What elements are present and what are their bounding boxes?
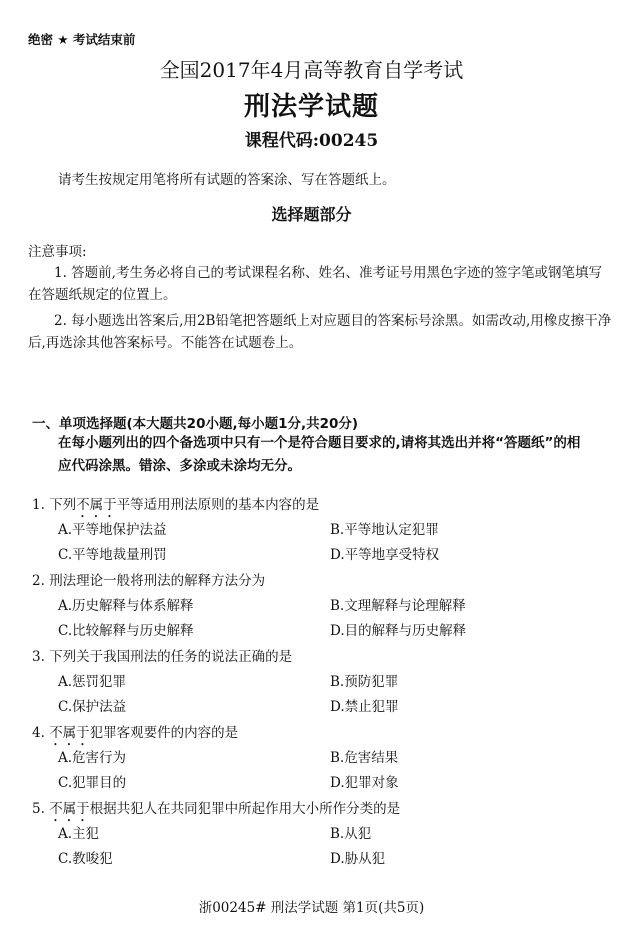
question-5-option-a: A.主犯: [58, 826, 100, 842]
question-3-stem: 3. 下列关于我国刑法的任务的说法正确的是: [32, 649, 293, 665]
question-number: 2.: [32, 573, 45, 589]
question-number: 4.: [32, 725, 45, 741]
answer-instruction: 请考生按规定用笔将所有试题的答案涂、写在答题纸上。: [58, 172, 396, 188]
exam-title: 全国2017年4月高等教育自学考试: [159, 58, 464, 82]
question-2-option-c: C.比较解释与历史解释: [58, 623, 194, 639]
question-2-option-b: B.文理解释与论理解释: [330, 598, 466, 614]
course-code: 课程代码:00245: [244, 131, 379, 151]
notice-title: 注意事项:: [28, 244, 87, 260]
confidential-mark: 绝密 ★ 考试结束前: [28, 32, 136, 47]
question-5-option-c: C.教唆犯: [58, 851, 113, 867]
question-4-option-d: D.犯罪对象: [330, 775, 399, 791]
subject-title: 刑法学试题: [243, 92, 379, 122]
emphasis-text: 不属于: [49, 725, 90, 741]
question-1-option-a: A.平等地保护法益: [58, 522, 167, 538]
question-4-option-b: B.危害结果: [330, 750, 399, 766]
question-number: 3.: [32, 649, 45, 665]
question-5-option-d: D.胁从犯: [330, 851, 386, 867]
question-5-stem: 5. 不属于根据共犯人在共同犯罪中所起作用大小所作分类的是: [32, 801, 401, 817]
emphasis-text: 不属于: [49, 801, 90, 817]
emphasis-text: 不属于: [76, 497, 117, 513]
question-1-option-b: B.平等地认定犯罪: [330, 522, 439, 538]
question-3-option-a: A.惩罚犯罪: [58, 674, 127, 690]
question-3-option-b: B.预防犯罪: [330, 674, 399, 690]
question-4-option-a: A.危害行为: [58, 750, 127, 766]
question-2-option-a: A.历史解释与体系解释: [58, 598, 194, 614]
question-4-option-c: C.犯罪目的: [58, 775, 127, 791]
notice-item-1: 1. 答题前,考生务必将自己的考试课程名称、姓名、准考证号用黑色字迹的签字笔或钢笔填写在答题纸规定的位置上。: [28, 265, 602, 303]
question-number: 5.: [32, 801, 45, 817]
section-description: 在每小题列出的四个备选项中只有一个是符合题目要求的,请将其选出并将“答题纸”的相应代码涂黑。错涂、多涂或未涂均无分。: [58, 435, 581, 474]
page-footer: 浙00245# 刑法学试题 第1页(共5页): [198, 900, 425, 916]
question-1-option-c: C.平等地裁量刑罚: [58, 547, 167, 563]
question-2-option-d: D.目的解释与历史解释: [330, 623, 467, 639]
question-2-stem: 2. 刑法理论一般将刑法的解释方法分为: [32, 573, 266, 589]
question-1-stem: 1. 下列不属于平等适用刑法原则的基本内容的是: [32, 497, 320, 513]
question-1-option-d: D.平等地享受特权: [330, 547, 440, 563]
part-title: 选择题部分: [271, 205, 352, 224]
question-3-option-d: D.禁止犯罪: [330, 699, 399, 715]
question-5-option-b: B.从犯: [330, 826, 372, 842]
question-4-stem: 4. 不属于犯罪客观要件的内容的是: [32, 725, 239, 741]
notice-item-2: 2. 每小题选出答案后,用2B铅笔把答题纸上对应题目的答案标号涂黑。如需改动,用橡皮擦干净后,再选涂其他答案标号。不能答在试题卷上。: [28, 313, 612, 351]
question-number: 1.: [32, 497, 45, 513]
section-title: 一、单项选择题(本大题共20小题,每小题1分,共20分): [32, 416, 359, 432]
question-3-option-c: C.保护法益: [58, 699, 127, 715]
